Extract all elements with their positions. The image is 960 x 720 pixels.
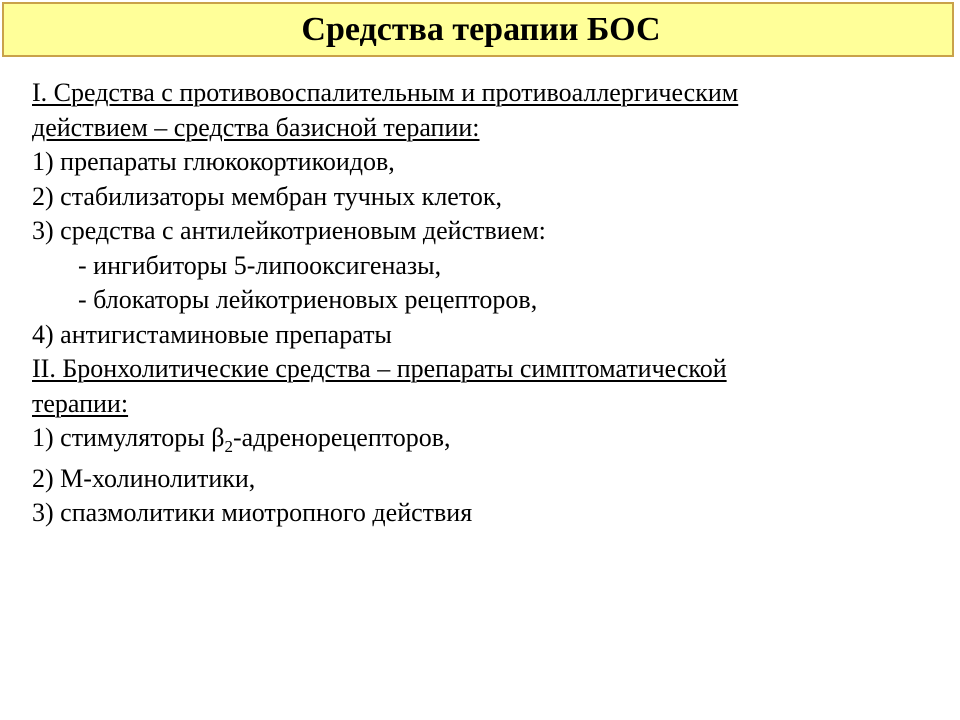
section-2-heading-line-1: II. Бронхолитические средства – препараты симптоматической [32, 354, 727, 383]
section-1-item-3: 3) средства с антилейкотриеновым действием: [32, 216, 546, 245]
section-2-item-1-suffix: -адренорецепторов, [232, 423, 451, 452]
section-2-item-1 [32, 421, 932, 456]
slide-title: Средства терапии БОС [301, 10, 661, 48]
section-2-item-3: 3) спазмолитики миотропного действия [32, 498, 473, 527]
section-1-item-4: 4) антигистаминовые препараты [32, 319, 392, 349]
section-1-item-1: 1) препараты глюкокортикоидов, [32, 147, 395, 176]
beta-subscript: 2 [224, 437, 233, 456]
section-1-item-2: 2) стабилизаторы мембран тучных клеток, [32, 181, 502, 211]
slide-title-banner [2, 2, 954, 57]
section-2-item-1-prefix: 1) стимуляторы β [32, 423, 225, 452]
section-1-subitem-1: - ингибиторы 5-липооксигеназы, [78, 250, 442, 280]
section-1-heading-line-2: действием – средства базисной терапии: [32, 112, 480, 142]
slide-body [32, 76, 932, 531]
section-1-subitem-2: - блокаторы лейкотриеновых рецепторов, [78, 285, 538, 314]
section-1-heading-line-1: I. Средства с противовоспалительным и противоаллергическим [32, 78, 739, 107]
section-2-heading-line-2: терапии: [32, 388, 129, 418]
section-2-item-2: 2) М-холинолитики, [32, 463, 256, 493]
